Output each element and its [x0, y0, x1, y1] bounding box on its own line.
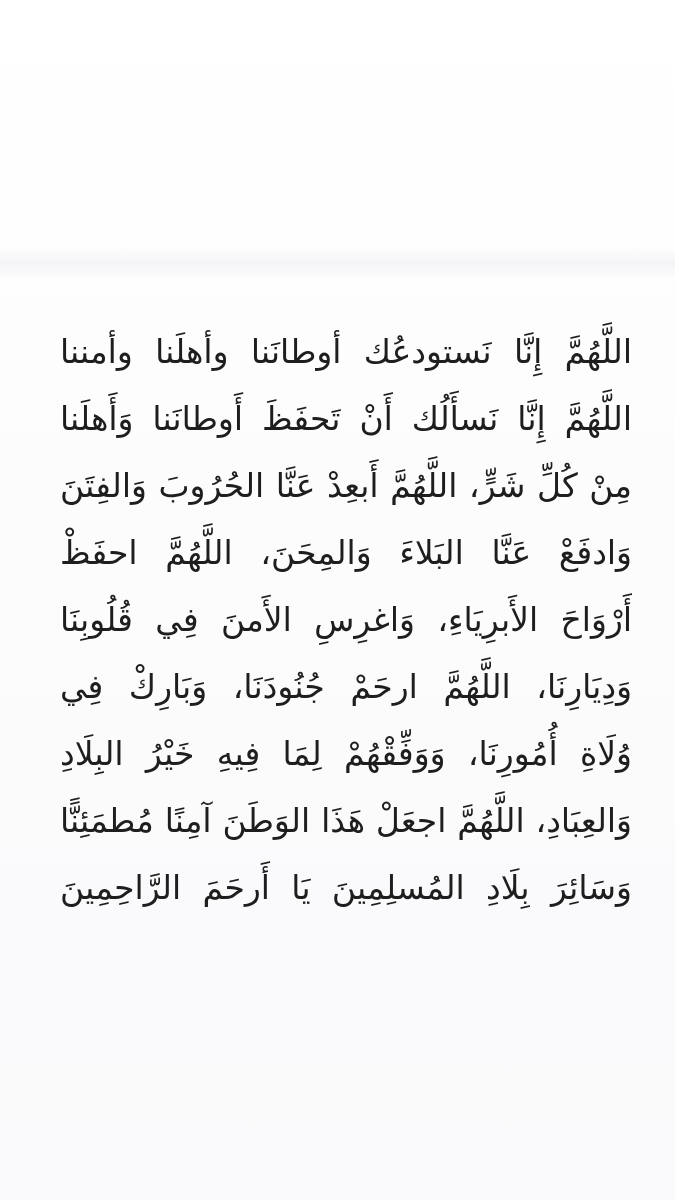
dua-line-2: اللَّهُمَّ إِنَّا نَسأَلُك أَنْ تَحفَظَ أَوطانَنا وَأَهلَنا: [60, 399, 632, 438]
dua-line-1: اللَّهُمَّ إِنَّا نَستودعُك أوطانَنا وأهلَنا وأمننا: [60, 332, 632, 371]
dua-line-6: وَدِيَارِنَا، اللَّهُمَّ ارحَمْ جُنُودَنَا، وَبَارِكْ فِي: [60, 667, 632, 706]
dua-text-block: [60, 318, 632, 921]
dua-line-9: وَسَائِرَ بِلَادِ المُسلِمِينَ يَا أَرحَمَ الرَّاحِمِينَ: [60, 868, 632, 907]
dua-line-4: وَادفَعْ عَنَّا البَلاءَ وَالمِحَنَ، اللَّهُمَّ احفَظْ: [60, 533, 632, 572]
dua-line-8: وَالعِبَادِ، اللَّهُمَّ اجعَلْ هَذَا الوَطَنَ آمِنًا مُطمَئِنًّا: [60, 801, 632, 840]
dua-line-7: وُلَاةِ أُمُورِنَا، وَوَفِّقْهُمْ لِمَا فِيهِ خَيْرُ البِلَادِ: [60, 734, 632, 773]
dua-line-3: مِنْ كُلِّ شَرٍّ، اللَّهُمَّ أَبعِدْ عَنَّا الحُرُوبَ وَالفِتَنَ: [60, 466, 632, 505]
background-band: [0, 248, 675, 278]
dua-line-5: أَرْوَاحَ الأَبرِيَاءِ، وَاغرِسِ الأَمنَ فِي قُلُوبِنَا: [60, 600, 632, 639]
